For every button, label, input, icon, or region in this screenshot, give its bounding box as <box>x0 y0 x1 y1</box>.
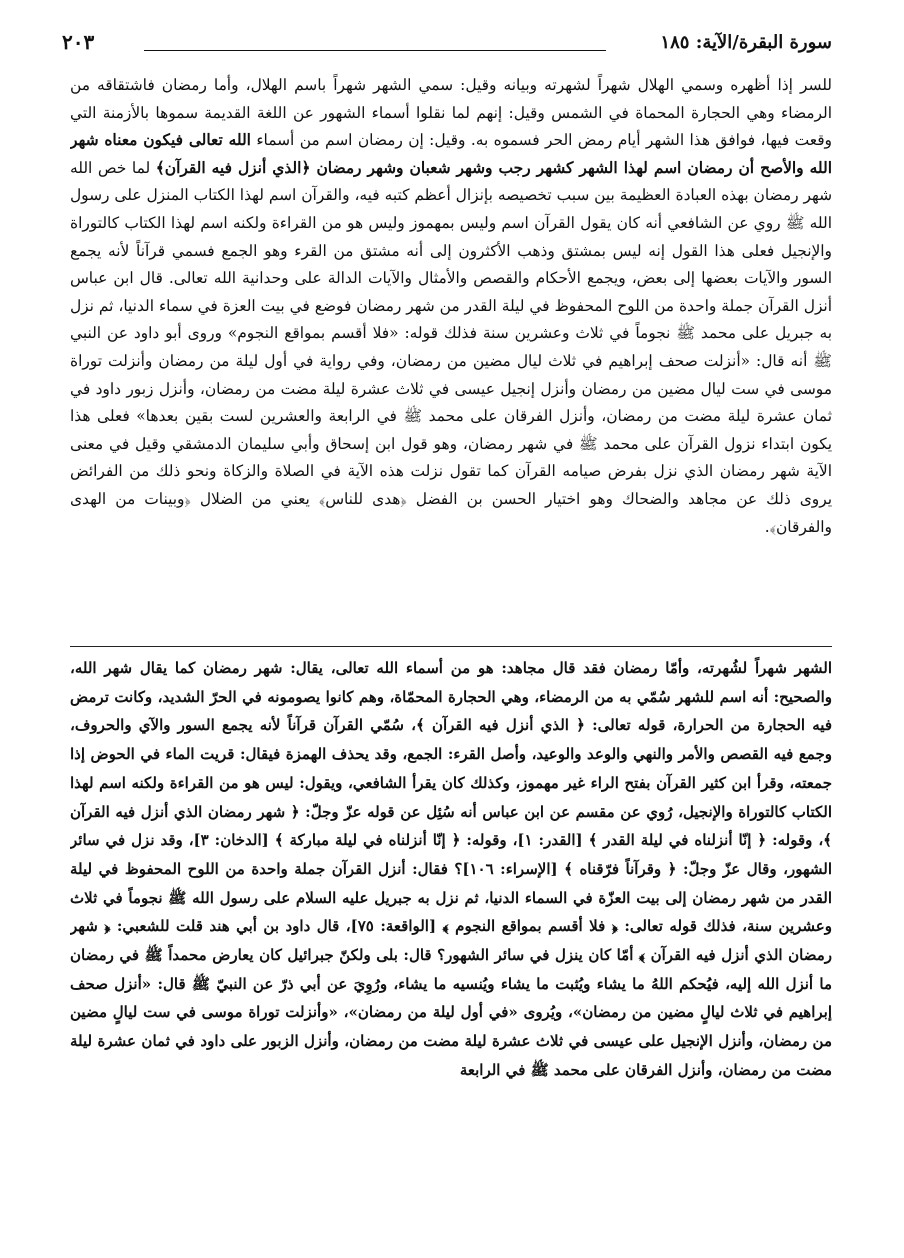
body-paragraph-3: لما خص الله شهر رمضان بهذه العبادة العظيمة بين سبب تخصيصه بإنزال أعظم كتبه فيه، والقرآن اسم لهذا الكتاب المنزل على رسول الله ﷺ روي عن الشافعي أنه كان يقول القرآن اسم وليس بمهموز وليس هو من القراءة ولكنه اسم لهذا الكتاب كالتوراة والإنجيل فعلى هذا القول إنه ليس بمشتق وذهب الأكثرون إلى أنه مشتق من القرء وهو الجمع فسمي قرآناً لأنه يجمع السور والآيات بعضها إلى بعض، ويجمع الأحكام والقصص والأمثال والآيات الدالة على وحدانية الله تعالى. قال ابن عباس أنزل القرآن جملة واحدة من اللوح المحفوظ في ليلة القدر من شهر رمضان فوضع في بيت العزة في سماء الدنيا، ثم نزل به جبريل على محمد ﷺ نجوماً في ثلاث وعشرين سنة فذلك قوله: «فلا أقسم بمواقع النجوم» وروى أبو داود عن النبي ﷺ أنه قال: «أنزلت صحف إبراهيم في ثلاث ليال مضين من رمضان، وفي رواية في أول ليلة من رمضان وأنزلت توراة موسى في ست ليال مضين من رمضان وأنزل إنجيل عيسى في ثلاث عشرة ليلة مضت من رمضان، وأنزل زبور داود في ثمان عشرة ليلة مضت من رمضان، وأنزل الفرقان على محمد ﷺ في الرابعة والعشرين لست بقين بعدها» فعلى هذا يكون ابتداء نزول القرآن على محمد ﷺ في شهر رمضان، وهو قول ابن إسحاق وأبي سليمان الدمشقي وقيل في معنى الآية شهر رمضان الذي نزل بفرض صيامه القرآن كما تقول نزلت هذه الآية في الصلاة والزكاة ونحو ذلك من الفرائض يروى ذلك عن مجاهد والضحاك وهو اختيار الحسن بن الفضل ﴿هدى للناس﴾ يعني من الضلال ﴿وبينات من الهدى والفرقان﴾. <box>70 158 832 536</box>
running-header-title: سورة البقرة/الآية: ١٨٥ <box>660 32 832 53</box>
page-header <box>62 28 832 64</box>
main-commentary-text <box>70 72 832 628</box>
footnote-text: الشهر شهراً لشُهرته، وأمّا رمضان فقد قال مجاهد: هو من أسماء الله تعالى، يقال: شهر رمضان كما يقال شهر الله، والصحيح: أنه اسم للشهر سُمّي به من الرمضاء، وهي الحجارة المحمّاة، وهم كانوا يصومونه في الحرّ الشديد، وكانت ترمض فيه الحجارة من الحرارة، قوله تعالى: ﴿ الذي أنزل فيه القرآن ﴾، سُمّي القرآن قرآناً لأنه يجمع السور والآي والحروف، وجمع فيه القصص والأمر والنهي والوعد والوعيد، وأصل القرء: الجمع، وقد يحذف الهمزة فيقال: قريت الماء في الحوض إذا جمعته، وقرأ ابن كثير القرآن بفتح الراء غير مهموز، وكذلك كان يقرأ الشافعي، ويقول: ليس هو من القراءة ولكنه اسم لهذا الكتاب كالتوراة والإنجيل، رُوي عن مقسم عن ابن عباس أنه سُئِل عن قوله عزّ وجلّ: ﴿ شهر رمضان الذي أنزل فيه القرآن ﴾، وقوله: ﴿ إنّا أنزلناه في ليلة القدر ﴾ [القدر: ١]، وقوله: ﴿ إنّا أنزلناه في ليلة مباركة ﴾ [الدخان: ٣]، وقد نزل في سائر الشهور، وقال عزّ وجلّ: ﴿ وقرآناً فرّقناه ﴾ [الإسراء: ١٠٦]؟ فقال: أنزل القرآن جملة واحدة من اللوح المحفوظ في ليلة القدر من شهر رمضان إلى بيت العزّة في السماء الدنيا، ثم نزل به جبريل عليه السلام على رسول الله ﷺ نجوماً في ثلاث وعشرين سنة، فذلك قوله تعالى: ﴿ فلا أقسم بمواقع النجوم ﴾ [الواقعة: ٧٥]، قال داود بن أبي هند قلت للشعبي: ﴿ شهر رمضان الذي أنزل فيه القرآن ﴾ أمّا كان ينزل في سائر الشهور؟ قال: بلى ولكنّ جبرائيل كان يعارض محمداً ﷺ في رمضان ما أنزل الله إليه، فيُحكم اللهُ ما يشاء ويُثبت ما يشاء ويُنسيه ما يشاء، ورُوِيَ عن أبي ذرّ عن النبيّ ﷺ قال: «أنزل صحف إبراهيم في ثلاث ليالٍ مضين من رمضان»، ويُروى «في أول ليلة من رمضان»، «وأنزلت توراة موسى في ست ليالٍ مضين من رمضان، وأنزل الإنجيل على عيسى في ثلاث عشرة ليلة مضت من رمضان، وأنزل الزبور على داود في ثمان عشرة ليلة مضت من رمضان، وأنزل الفرقان على محمد ﷺ في الرابعة <box>70 659 832 1079</box>
page-number: ٢٠٣ <box>62 30 95 54</box>
header-rule <box>144 50 606 51</box>
body-paragraph-1: للسر إذا أظهره وسمي الهلال شهراً لشهرته وبيانه وقيل: سمي الشهر شهراً باسم الهلال، وأما رمضان فاشتقاقه من الرمضاء وهي الحجارة المحماة في الشمس وقيل: إنهم لما نقلوا أسماء الشهور عن اللغة القديمة سموها بالأزمنة التي وقعت فيها، فوافق هذا الشهر أيام رمض الحر فسموه به. وقيل: إن رمضان اسم من أسماء <box>70 76 832 150</box>
footnote-separator <box>70 646 832 647</box>
body-paragraph-2: الله تعالى فيكون معناه شهر الله والأصح أن رمضان اسم لهذا الشهر كشهر رجب وشهر شعبان وشهر رمضان ﴿الذي أنزل فيه القرآن﴾ <box>70 131 832 177</box>
